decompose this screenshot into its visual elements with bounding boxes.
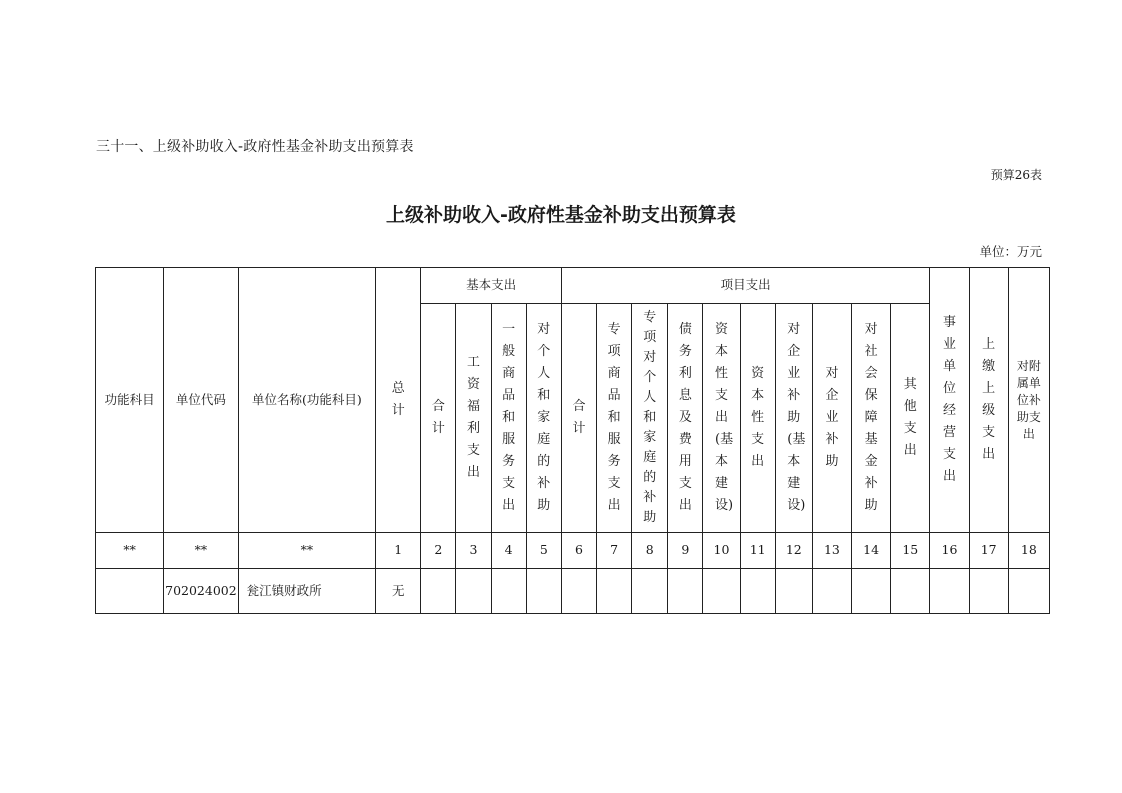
header-subsidiary-label: 对附属单位补助支出: [1016, 358, 1041, 441]
index-cell: 15: [891, 533, 930, 569]
index-cell: **: [238, 533, 376, 569]
header-upper: [969, 268, 1008, 533]
row-func: [96, 569, 164, 614]
row-cell: [703, 569, 740, 614]
index-cell: 14: [852, 533, 891, 569]
header-code: 单位代码: [164, 268, 238, 533]
row-cell: [561, 569, 596, 614]
row-cell: [775, 569, 812, 614]
index-cell: 1: [376, 533, 421, 569]
row-cell: [668, 569, 703, 614]
header-business: [930, 268, 969, 533]
index-cell: 17: [969, 533, 1008, 569]
index-cell: 7: [597, 533, 632, 569]
header-project-4: 资本性支出(基本建设): [715, 322, 734, 513]
header-project-8: 对社会保障基金补助: [864, 322, 878, 513]
row-total: 无: [376, 569, 421, 614]
table-row: [96, 569, 1050, 614]
header-total: [376, 268, 421, 533]
header-basic-0: 合计: [431, 399, 445, 436]
table-number: 预算26表: [990, 168, 1042, 182]
page-title: 上级补助收入-政府性基金补助支出预算表: [386, 204, 736, 226]
row-cell: [740, 569, 775, 614]
header-basic-1: 工资福利支出: [467, 355, 481, 480]
header-basic-group: 基本支出: [421, 268, 562, 304]
header-project-1: 专项商品和服务支出: [607, 322, 621, 513]
header-project-5: 资本性支出: [751, 366, 765, 469]
index-cell: **: [96, 533, 164, 569]
unit-label: 单位：万元: [979, 244, 1042, 259]
header-project-6: 对企业补助(基本建设): [787, 322, 806, 513]
index-cell: 11: [740, 533, 775, 569]
row-code: 702024002: [164, 569, 238, 614]
index-cell: 4: [491, 533, 526, 569]
header-upper-label: 上缴上级支出: [982, 337, 996, 462]
index-cell: 12: [775, 533, 812, 569]
header-project-2: 专项对个人和家庭的补助: [643, 310, 657, 525]
header-total-label: 总计: [391, 381, 405, 418]
index-cell: 10: [703, 533, 740, 569]
header-business-label: 事业单位经营支出: [942, 315, 956, 484]
index-cell: 16: [930, 533, 969, 569]
row-cell: [812, 569, 851, 614]
row-cell: [597, 569, 632, 614]
budget-table: [95, 267, 1050, 614]
header-project-3: 债务利息及费用支出: [678, 322, 692, 513]
header-name: 单位名称(功能科目): [238, 268, 376, 533]
header-project-7: 对企业补助: [825, 366, 839, 469]
header-project-0: 合计: [572, 399, 586, 436]
index-cell: 3: [456, 533, 491, 569]
row-cell: [969, 569, 1008, 614]
header-func: 功能科目: [96, 268, 164, 533]
header-subsidiary: [1008, 268, 1049, 533]
row-cell: [491, 569, 526, 614]
index-cell: 2: [421, 533, 456, 569]
section-title: 三十一、上级补助收入-政府性基金补助支出预算表: [96, 139, 414, 155]
index-cell: 5: [526, 533, 561, 569]
row-cell: [526, 569, 561, 614]
row-cell: [852, 569, 891, 614]
index-cell: 18: [1008, 533, 1049, 569]
header-project-9: 其他支出: [903, 377, 917, 458]
index-cell: 9: [668, 533, 703, 569]
index-cell: 13: [812, 533, 851, 569]
row-cell: [456, 569, 491, 614]
index-cell: 8: [632, 533, 668, 569]
row-cell: [632, 569, 668, 614]
row-cell: [421, 569, 456, 614]
index-cell: **: [164, 533, 238, 569]
row-name: 瓮江镇财政所: [238, 569, 376, 614]
row-cell: [930, 569, 969, 614]
index-cell: 6: [561, 533, 596, 569]
row-cell: [891, 569, 930, 614]
header-basic-2: 一般商品和服务支出: [502, 322, 516, 513]
header-project-group: 项目支出: [561, 268, 930, 304]
header-basic-3: 对个人和家庭的补助: [537, 322, 551, 513]
row-cell: [1008, 569, 1049, 614]
